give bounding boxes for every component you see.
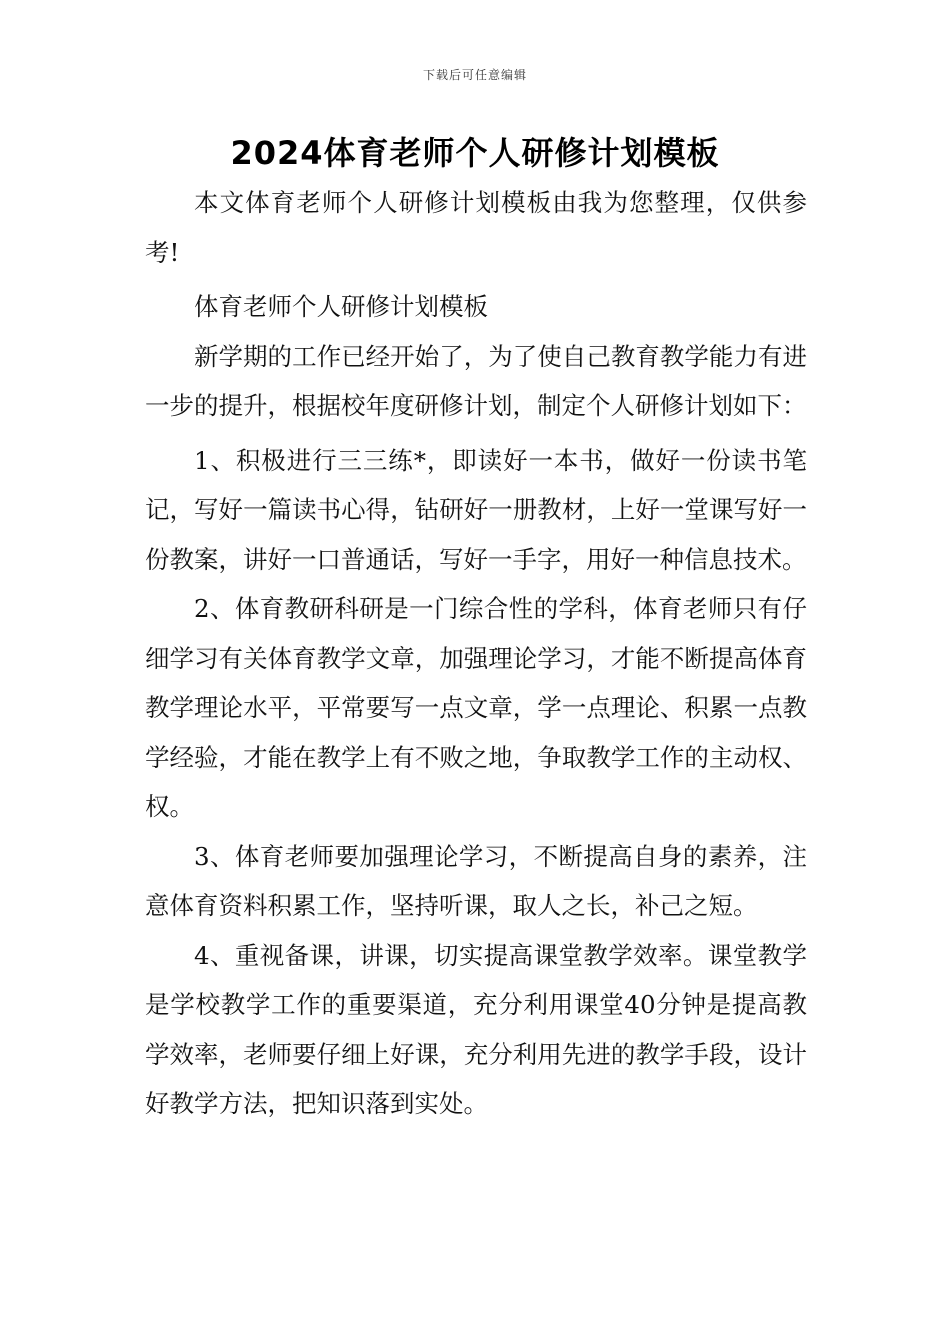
paragraph-item-4: 4、重视备课，讲课，切实提高课堂教学效率。课堂教学是学校教学工作的重要渠道，充分利用课堂40分钟是提高教学效率，老师要仔细上好课，充分利用先进的教学手段，设计好教学方法，把知识落到实处。 [145, 940, 807, 1118]
paragraph-item-3: 3、体育老师要加强理论学习，不断提高自身的素养，注意体育资料积累工作，坚持听课，取人之长，补己之短。 [145, 841, 807, 920]
paragraph-item-1: 1、积极进行三三练*，即读好一本书，做好一份读书笔记，写好一篇读书心得，钻研好一册教材，上好一堂课写好一份教案，讲好一口普通话，写好一手字，用好一种信息技术。 [145, 445, 807, 574]
paragraph-intro: 本文体育老师个人研修计划模板由我为您整理，仅供参考! [145, 188, 807, 267]
document-body [145, 178, 807, 1129]
header-note: 下载后可任意编辑 [422, 68, 527, 82]
paragraph-item-2: 2、体育教研科研是一门综合性的学科，体育老师只有仔细学习有关体育教学文章，加强理论学习，才能不断提高体育教学理论水平，平常要写一点文章，学一点理论、积累一点教学经验，才能在教学上有不败之地，争取教学工作的主动权、权。 [145, 594, 807, 821]
paragraph-overview: 新学期的工作已经开始了，为了使自己教育教学能力有进一步的提升，根据校年度研修计划，制定个人研修计划如下： [145, 341, 807, 420]
paragraph-subtitle: 体育老师个人研修计划模板 [194, 292, 488, 321]
document-title: 2024体育老师个人研修计划模板 [230, 134, 720, 172]
